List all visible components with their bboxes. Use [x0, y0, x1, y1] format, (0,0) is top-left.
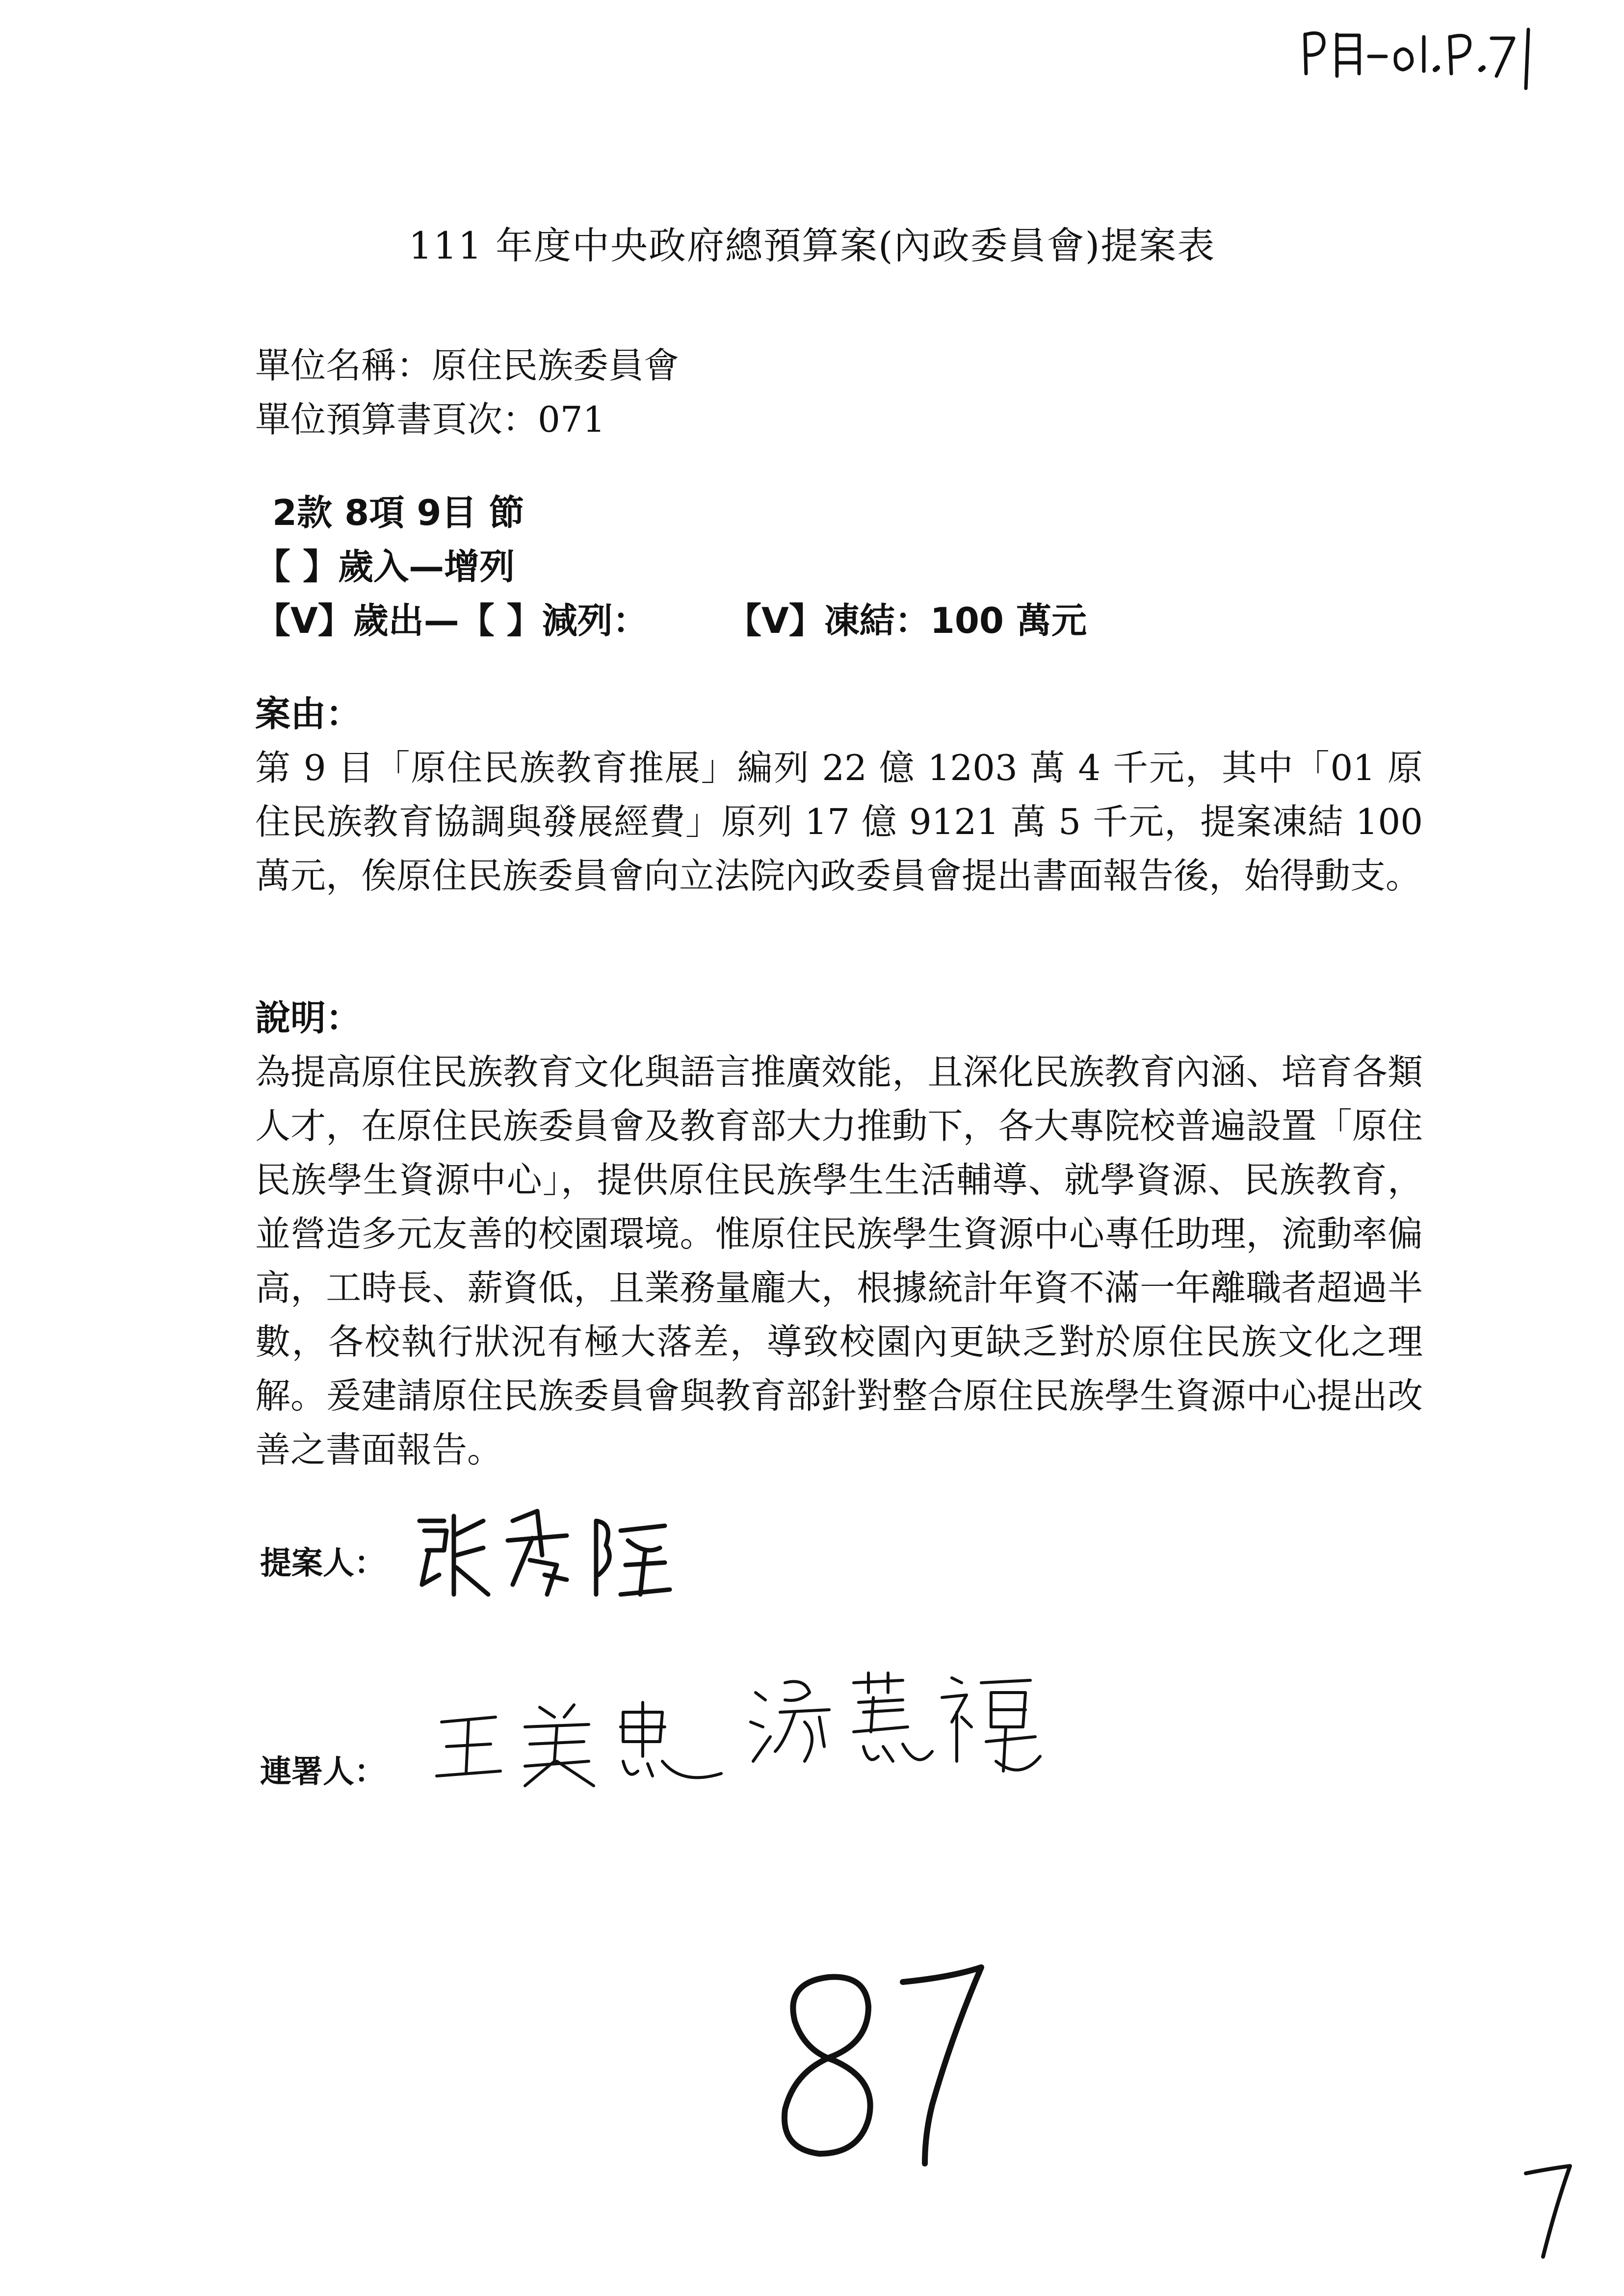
- handwritten-page-number: [756, 1948, 1011, 2173]
- proposer-name-text: 張宏陸: [410, 1603, 424, 1608]
- cosigner-signature-1: [427, 1688, 731, 1796]
- cosigner-label: 連署人：: [260, 1754, 386, 1790]
- reason-body: 第 9 目「原住民族教育推展」編列 22 億 1203 萬 4 千元，其中「01 原住民族教育協調與發展經費」原列 17 億 9121 萬 5 千元，提案凍結 100 萬元，俟原住民族委員會向立法院內政委員會提出書面報告後，始得動支。: [255, 747, 1423, 896]
- corner-mark-text: 7: [1516, 2260, 1519, 2266]
- proposer-label: 提案人：: [260, 1545, 386, 1582]
- reason-heading: 案由：: [255, 693, 362, 734]
- cosigner-name-1-text: 王美惠: [427, 1789, 442, 1795]
- proposer-signature: [410, 1501, 684, 1609]
- explanation-body: 為提高原住民族教育文化與語言推廣效能，且深化民族教育內涵、培育各類人才，在原住民族委員會及教育部大力推動下，各大專院校普遍設置「原住民族學生資源中心」，提供原住民族學生生活輔導、就學資源、民族教育，並營造多元友善的校園環境。惟原住民族學生資源中心專任助理，流動率偏高，工時長、薪資低，且業務量龐大，根據統計年資不滿一年離職者超過半數，各校執行狀況有極大落差，導致校園內更缺乏對於原住民族文化之理解。爰建請原住民族委員會與教育部針對整合原住民族學生資源中心提出改善之書面報告。: [255, 1051, 1423, 1470]
- page-number-text: 87: [756, 2167, 762, 2172]
- freeze-amount-line: 【V】凍結：100 萬元: [726, 600, 1087, 641]
- unit-budget-page: 單位預算書頁次：071: [255, 399, 605, 440]
- revenue-increase-line: 【 】歲入—增列: [255, 546, 515, 587]
- explanation-heading: 說明：: [255, 997, 362, 1039]
- cosigner-signature-2: [746, 1663, 1050, 1791]
- page-code-text: PE-01 P.71: [1300, 97, 1327, 102]
- unit-name: 單位名稱：原住民族委員會: [255, 345, 680, 386]
- budget-item-code: 2款 8項 9目 節: [272, 492, 524, 533]
- page-title: 111 年度中央政府總預算案(內政委員會)提案表: [408, 224, 1216, 267]
- handwritten-corner-mark: [1516, 2159, 1585, 2267]
- cosigner-name-2-text: 湯蕙禎: [746, 1784, 760, 1790]
- expense-reduce-line: 【V】歲出—【 】減列：: [255, 600, 648, 641]
- handwritten-page-code: [1295, 15, 1570, 103]
